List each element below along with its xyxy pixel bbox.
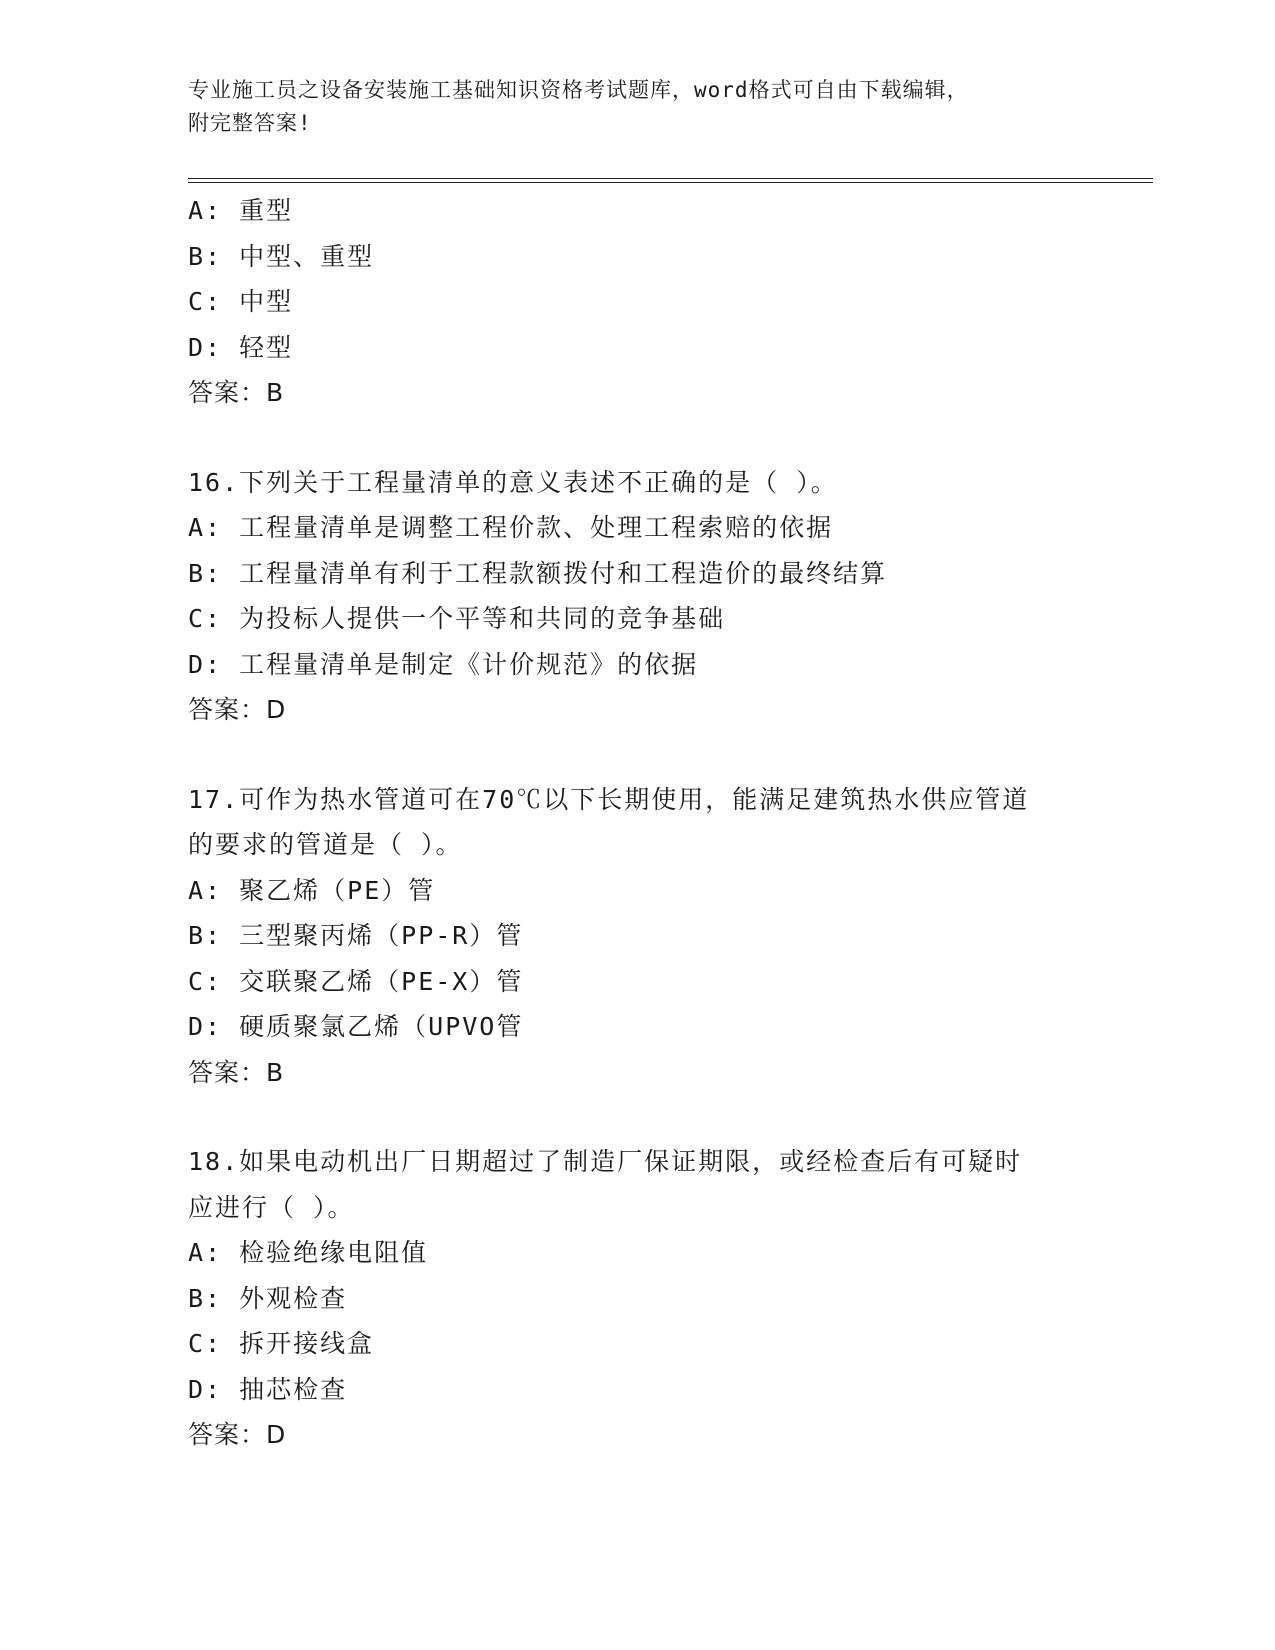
answer-line: 答案：B (188, 378, 285, 407)
question-list (188, 188, 1148, 1458)
option-b: B: 三型聚丙烯（PP-R）管 (188, 921, 524, 950)
option-b: B: 中型、重型 (188, 241, 375, 271)
question-text-line-1: 18.如果电动机出厂日期超过了制造厂保证期限，或经检查后有可疑时 (188, 1147, 1023, 1176)
option-b: B: 外观检查 (188, 1283, 348, 1313)
option-b: B: 工程量清单有利于工程款额拨付和工程造价的最终结算 (188, 558, 888, 588)
option-d: D: 硬质聚氯乙烯（UPVO管 (188, 1012, 524, 1041)
question-text-line-2: 的要求的管道是（ ）。 (188, 830, 463, 859)
option-a: A: 重型 (188, 196, 294, 225)
option-d: D: 工程量清单是制定《计价规范》的依据 (188, 649, 699, 679)
option-c: C: 为投标人提供一个平等和共同的竞争基础 (188, 604, 726, 633)
question-15 (188, 188, 1148, 416)
header-line-1: 专业施工员之设备安装施工基础知识资格考试题库，word格式可自由下载编辑， (188, 78, 969, 102)
answer-line: 答案：D (188, 695, 287, 724)
header-divider-bottom (188, 182, 1153, 183)
answer-line: 答案：B (188, 1057, 285, 1087)
question-text-line-2: 应进行（ ）。 (188, 1192, 355, 1222)
option-c: C: 交联聚乙烯（PE-X）管 (188, 966, 524, 996)
question-17 (188, 777, 1148, 1096)
header-divider-top (188, 178, 1153, 179)
question-text-line-1: 17.可作为热水管道可在70℃以下长期使用，能满足建筑热水供应管道 (188, 784, 1030, 814)
question-16 (188, 460, 1148, 733)
question-text: 16.下列关于工程量清单的意义表述不正确的是（ ）。 (188, 467, 838, 497)
option-d: D: 抽芯检查 (188, 1374, 348, 1404)
option-a: A: 工程量清单是调整工程价款、处理工程索赔的依据 (188, 513, 834, 542)
header-line-2: 附完整答案! (188, 111, 312, 135)
option-c: C: 拆开接线盒 (188, 1329, 375, 1358)
option-a: A: 检验绝缘电阻值 (188, 1238, 429, 1267)
question-18 (188, 1139, 1148, 1458)
document-header (188, 74, 1088, 140)
option-c: C: 中型 (188, 287, 294, 316)
option-a: A: 聚乙烯（PE）管 (188, 875, 436, 905)
answer-line: 答案：D (188, 1420, 287, 1449)
option-d: D: 轻型 (188, 332, 294, 362)
